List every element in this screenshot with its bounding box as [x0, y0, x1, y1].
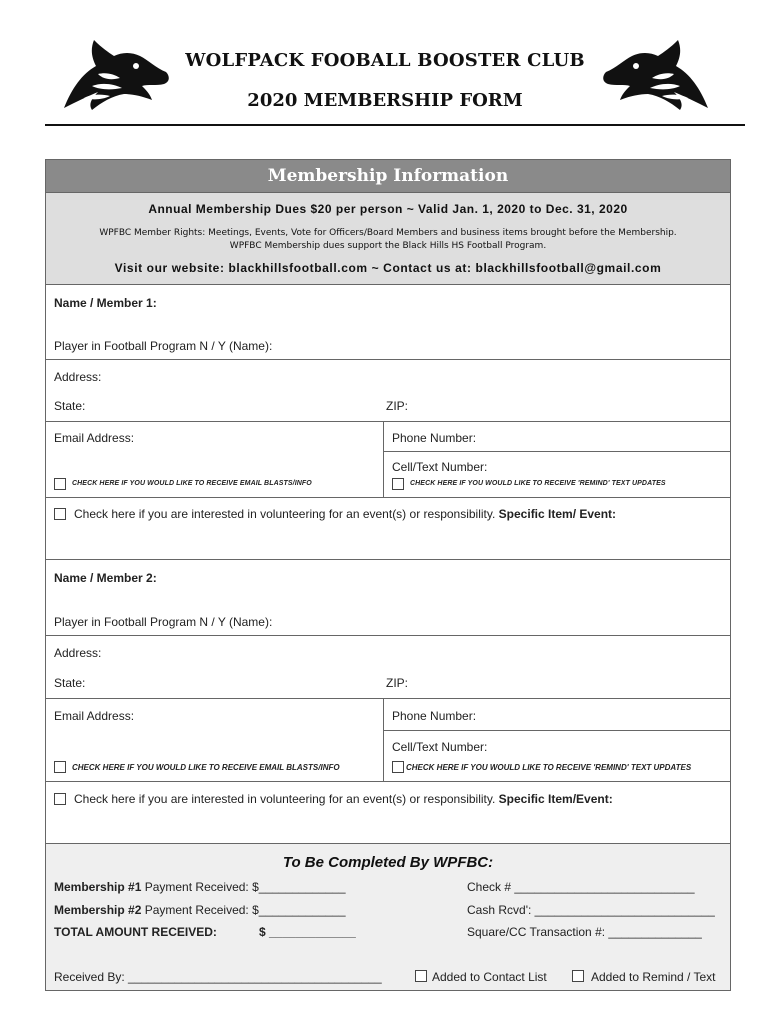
- member1-email-check-label: CHECK HERE IF YOU WOULD LIKE TO RECEIVE EMAIL BLASTS/INFO: [72, 480, 312, 487]
- member2-name-label: Name / Member 2:: [54, 571, 157, 585]
- rights-line-1: WPFBC Member Rights: Meetings, Events, Vote for Officers/Board Members and business items brought before the Membership.: [99, 228, 677, 238]
- total-amount-value: $ _____________: [259, 925, 356, 939]
- remind-list-checkbox[interactable]: [572, 970, 584, 982]
- member1-volunteer-checkbox[interactable]: [54, 508, 66, 520]
- wpfbc-section: [46, 844, 730, 990]
- contact-list-checkbox[interactable]: [415, 970, 427, 982]
- member2-name-row[interactable]: [46, 560, 730, 636]
- total-amount-label: TOTAL AMOUNT RECEIVED:: [54, 925, 217, 939]
- section-banner: Membership Information: [46, 160, 730, 193]
- member2-email-label: Email Address:: [54, 709, 135, 723]
- member1-cell-label: Cell/Text Number:: [392, 460, 488, 474]
- member2-text-checkbox[interactable]: [392, 761, 404, 773]
- website-contact: Visit our website: blackhillsfootball.com ~ Contact us at: blackhillsfootball@gmail.com: [114, 261, 662, 275]
- member2-email-checkbox[interactable]: [54, 761, 66, 773]
- member2-zip-label: ZIP:: [386, 676, 409, 690]
- header-divider: [45, 124, 745, 126]
- member-rights: [46, 227, 730, 253]
- member2-contact-row: [46, 699, 730, 782]
- received-by-label: Received By: ______________________________________: [54, 970, 382, 984]
- square-transaction-label: Square/CC Transaction #: ______________: [467, 925, 702, 939]
- member2-state-label: State:: [54, 676, 86, 690]
- remind-list-label: Added to Remind / Text: [591, 970, 716, 984]
- member1-volunteer-row[interactable]: [46, 498, 730, 560]
- member1-text-check-label: CHECK HERE IF YOU WOULD LIKE TO RECEIVE 'REMIND' TEXT UPDATES: [410, 480, 666, 487]
- member2-phone-label: Phone Number:: [392, 709, 477, 723]
- check-number-label: Check # ___________________________: [467, 880, 695, 894]
- member1-zip-label: ZIP:: [386, 399, 409, 413]
- form-title: WOLFPACK FOOBALL BOOSTER CLUB: [185, 50, 585, 71]
- member2-volunteer-label: Check here if you are interested in volunteering for an event(s) or responsibility. Specific Item/Event:: [74, 792, 613, 806]
- member1-email-checkbox[interactable]: [54, 478, 66, 490]
- member2-cell-label: Cell/Text Number:: [392, 740, 488, 754]
- member2-address-row[interactable]: [46, 636, 730, 699]
- membership2-payment: Membership #2 Payment Received: $_____________: [54, 903, 346, 917]
- member1-name-row[interactable]: [46, 285, 730, 360]
- form-header: [0, 0, 770, 130]
- member1-player-label: Player in Football Program N / Y (Name):: [54, 339, 273, 353]
- member2-email-check-label: CHECK HERE IF YOU WOULD LIKE TO RECEIVE EMAIL BLASTS/INFO: [72, 763, 340, 772]
- wolf-head-icon: [600, 38, 710, 110]
- membership-form: [45, 159, 731, 991]
- dues-text: Annual Membership Dues $20 per person ~ Valid Jan. 1, 2020 to Dec. 31, 2020: [148, 202, 628, 216]
- member1-text-checkbox[interactable]: [392, 478, 404, 490]
- form-subtitle: 2020 MEMBERSHIP FORM: [247, 90, 523, 111]
- member1-phone-label: Phone Number:: [392, 431, 477, 445]
- rights-line-2: WPFBC Membership dues support the Black Hills HS Football Program.: [229, 241, 547, 251]
- member1-address-row[interactable]: [46, 360, 730, 422]
- contact-list-label: Added to Contact List: [432, 970, 547, 984]
- wpfbc-heading: To Be Completed By WPFBC:: [282, 854, 494, 871]
- cash-received-label: Cash Rcvd': ___________________________: [467, 903, 715, 917]
- member2-volunteer-row[interactable]: [46, 782, 730, 844]
- member1-email-label: Email Address:: [54, 431, 135, 445]
- member1-contact-row: [46, 422, 730, 498]
- member2-volunteer-checkbox[interactable]: [54, 793, 66, 805]
- member2-player-label: Player in Football Program N / Y (Name):: [54, 615, 273, 629]
- member1-volunteer-label: Check here if you are interested in volunteering for an event(s) or responsibility. Specific Item/ Event:: [74, 507, 617, 521]
- membership-info: [46, 193, 730, 285]
- member1-name-label: Name / Member 1:: [54, 296, 157, 310]
- member1-address-label: Address:: [54, 370, 102, 384]
- member2-text-check-label: CHECK HERE IF YOU WOULD LIKE TO RECEIVE 'REMIND' TEXT UPDATES: [406, 763, 692, 772]
- member2-address-label: Address:: [54, 646, 102, 660]
- member1-state-label: State:: [54, 399, 86, 413]
- membership1-payment: Membership #1 Payment Received: $_____________: [54, 880, 346, 894]
